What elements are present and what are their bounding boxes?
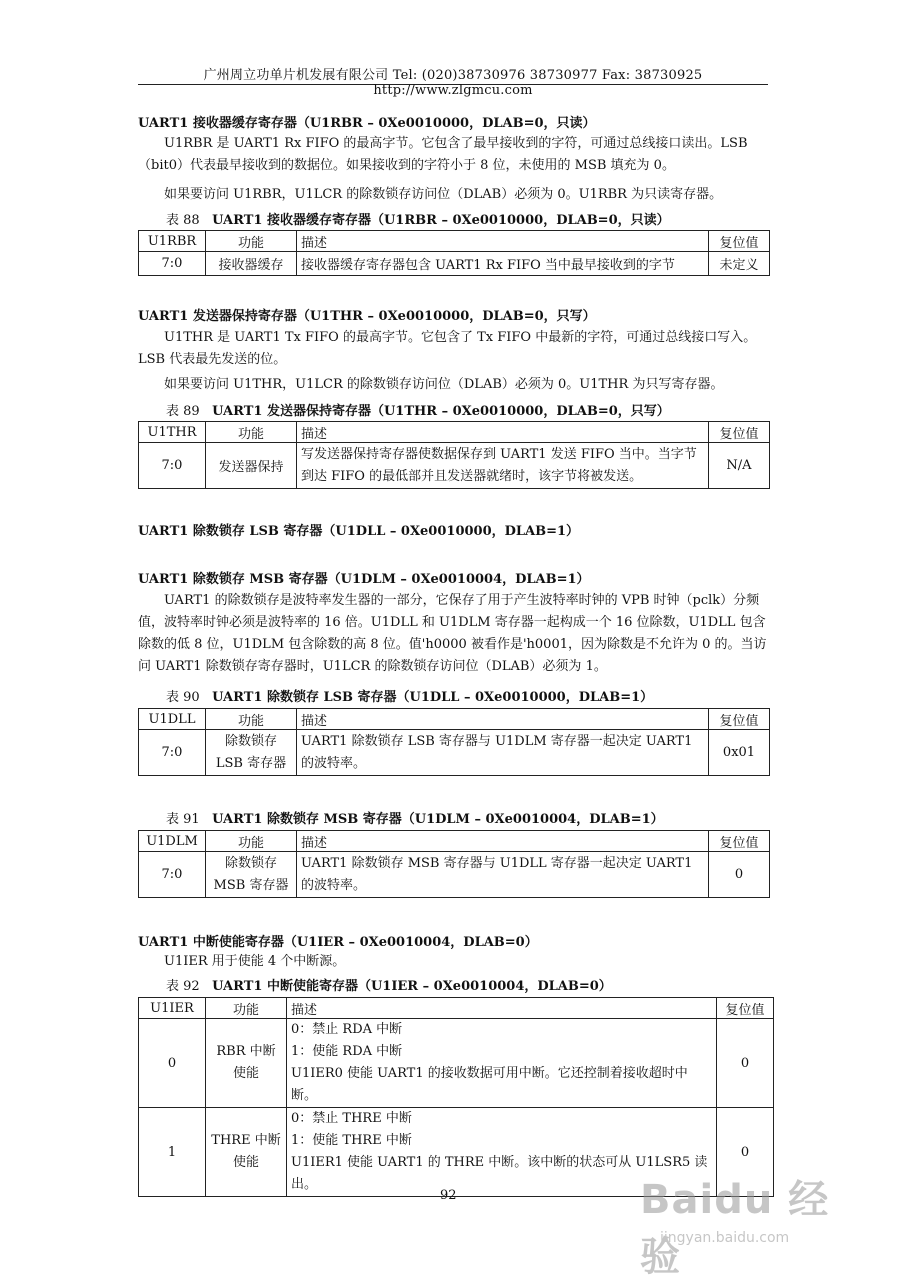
col-header: 复位值 [709,231,770,252]
table-cell: 0 [717,1108,774,1197]
col-header: U1DLM [139,831,206,852]
section-title-thr: UART1 发送器保持寄存器（U1THR – 0Xe0010000，DLAB=0，只写） [138,309,596,324]
col-header: 复位值 [717,998,774,1019]
caption-number: 表 92 [166,979,200,994]
table-cell: 0 [709,852,770,898]
caption-text: UART1 接收器缓存寄存器（U1RBR – 0Xe0010000，DLAB=0，只读） [212,213,670,228]
rbr-paragraph-1: U1RBR 是 UART1 Rx FIFO 的最高字节。它包含了最早接收到的字符，可通过总线接口读出。LSB（bit0）代表最早接收到的数据位。如果接收到的字符小于 8 位，未使用的 MSB 填充为 0。 [138,136,748,173]
desc-line: 1：使能 RDA 中断 [291,1044,403,1059]
table-cell: 0 [139,1019,206,1108]
table-cell: 7:0 [139,443,206,489]
col-header: 功能 [206,709,297,730]
caption-number: 表 89 [166,404,200,419]
col-header: U1IER [139,998,206,1019]
table-88 [138,230,770,276]
col-header: 描述 [297,709,709,730]
table-cell: UART1 除数锁存 LSB 寄存器与 U1DLM 寄存器一起决定 UART1 的波特率。 [297,730,709,776]
col-header: 复位值 [709,831,770,852]
desc-line: 0：禁止 THRE 中断 [291,1111,412,1126]
table-92-caption [166,975,612,994]
table-cell: 1 [139,1108,206,1197]
table-90 [138,708,770,776]
rbr-paragraph-2: 如果要访问 U1RBR，U1LCR 的除数锁存访问位（DLAB）必须为 0。U1RBR 为只读寄存器。 [164,187,723,202]
col-header: 功能 [206,422,297,443]
col-header: 功能 [206,831,297,852]
table-row [139,1019,774,1108]
caption-number: 表 88 [166,213,200,228]
caption-text: UART1 中断使能寄存器（U1IER – 0Xe0010004，DLAB=0） [212,979,612,994]
col-header: 功能 [206,231,297,252]
baidu-watermark [630,1168,860,1280]
watermark-logo: Baidu 经验 [640,1177,830,1280]
table-92 [138,997,774,1197]
table-cell: 写发送器保持寄存器使数据保存到 UART1 发送 FIFO 当中。当字节到达 FIFO 的最低部并且发送器就绪时，该字节将被发送。 [297,443,709,489]
col-header: 复位值 [709,709,770,730]
col-header: U1DLL [139,709,206,730]
table-cell: 除数锁存 LSB 寄存器 [206,730,297,776]
table-cell: 7:0 [139,730,206,776]
caption-number: 表 91 [166,812,200,827]
col-header: 描述 [297,231,709,252]
table-cell: THRE 中断使能 [206,1108,287,1197]
table-88-caption [166,209,670,228]
table-91 [138,830,770,898]
table-cell: RBR 中断使能 [206,1019,287,1108]
thr-paragraph-1: U1THR 是 UART1 Tx FIFO 的最高字节。它包含了 Tx FIFO 中最新的字符，可通过总线接口写入。LSB 代表最先发送的位。 [138,330,757,367]
table-89-caption [166,400,670,419]
desc-line: 1：使能 THRE 中断 [291,1133,412,1148]
table-cell [287,1019,717,1108]
table-cell: N/A [709,443,770,489]
table-cell: 7:0 [139,252,206,276]
table-cell: 未定义 [709,252,770,276]
section-title-ier: UART1 中断使能寄存器（U1IER – 0Xe0010004，DLAB=0） [138,935,538,950]
col-header: U1THR [139,422,206,443]
col-header: 描述 [297,422,709,443]
table-cell: 接收器缓存 [206,252,297,276]
page-number: 92 [440,1188,457,1203]
table-cell: 0x01 [709,730,770,776]
ier-paragraph-1: U1IER 用于使能 4 个中断源。 [164,954,346,969]
table-cell: 除数锁存 MSB 寄存器 [206,852,297,898]
section-title-dll: UART1 除数锁存 LSB 寄存器（U1DLL – 0Xe0010000，DLAB=1） [138,524,580,539]
watermark-url: jingyan.baidu.com [660,1230,790,1246]
table-cell: UART1 除数锁存 MSB 寄存器与 U1DLL 寄存器一起决定 UART1 的波特率。 [297,852,709,898]
desc-line: 0：禁止 RDA 中断 [291,1022,403,1037]
caption-text: UART1 除数锁存 LSB 寄存器（U1DLL – 0Xe0010000，DLAB=1） [212,690,654,705]
col-header: U1RBR [139,231,206,252]
dlm-paragraph-1: UART1 的除数锁存是波特率发生器的一部分，它保存了用于产生波特率时钟的 VPB 时钟（pclk）分频值，波特率时钟必须是波特率的 16 倍。U1DLL 和 U1DLM 寄存器一起构成一个 16 位除数，U1DLL 包含除数的低 8 位，U1DLM 包含除数的高 8 位。值'h0000 被看作是'h0001，因为除数是不允许为 0 的。当访问 UART1 除数锁存寄存器时，U1LCR 的除数锁存访问位（DLAB）必须为 1。 [138,593,767,674]
table-cell: 接收器缓存寄存器包含 UART1 Rx FIFO 当中最早接收到的字节 [297,252,709,276]
caption-text: UART1 除数锁存 MSB 寄存器（U1DLM – 0Xe0010004，DLAB=1） [212,812,664,827]
table-91-caption [166,808,664,827]
table-cell: 发送器保持 [206,443,297,489]
caption-number: 表 90 [166,690,200,705]
page-header: 广州周立功单片机发展有限公司 Tel: (020)38730976 38730977 Fax: 38730925 http://www.zlgmcu.com [138,64,768,85]
col-header: 复位值 [709,422,770,443]
section-title-rbr: UART1 接收器缓存寄存器（U1RBR – 0Xe0010000，DLAB=0，只读） [138,116,596,131]
col-header: 功能 [206,998,287,1019]
table-89 [138,421,770,489]
section-title-dlm: UART1 除数锁存 MSB 寄存器（U1DLM – 0Xe0010004，DLAB=1） [138,572,590,587]
desc-line: U1IER0 使能 UART1 的接收数据可用中断。它还控制着接收超时中断。 [291,1066,688,1103]
desc-line: U1IER1 使能 UART1 的 THRE 中断。该中断的状态可从 U1LSR5 读出。 [291,1155,708,1192]
table-90-caption [166,686,653,705]
table-cell: 7:0 [139,852,206,898]
thr-paragraph-2: 如果要访问 U1THR，U1LCR 的除数锁存访问位（DLAB）必须为 0。U1THR 为只写寄存器。 [164,377,724,392]
table-cell: 0 [717,1019,774,1108]
col-header: 描述 [297,831,709,852]
col-header: 描述 [287,998,717,1019]
caption-text: UART1 发送器保持寄存器（U1THR – 0Xe0010000，DLAB=0，只写） [212,404,670,419]
